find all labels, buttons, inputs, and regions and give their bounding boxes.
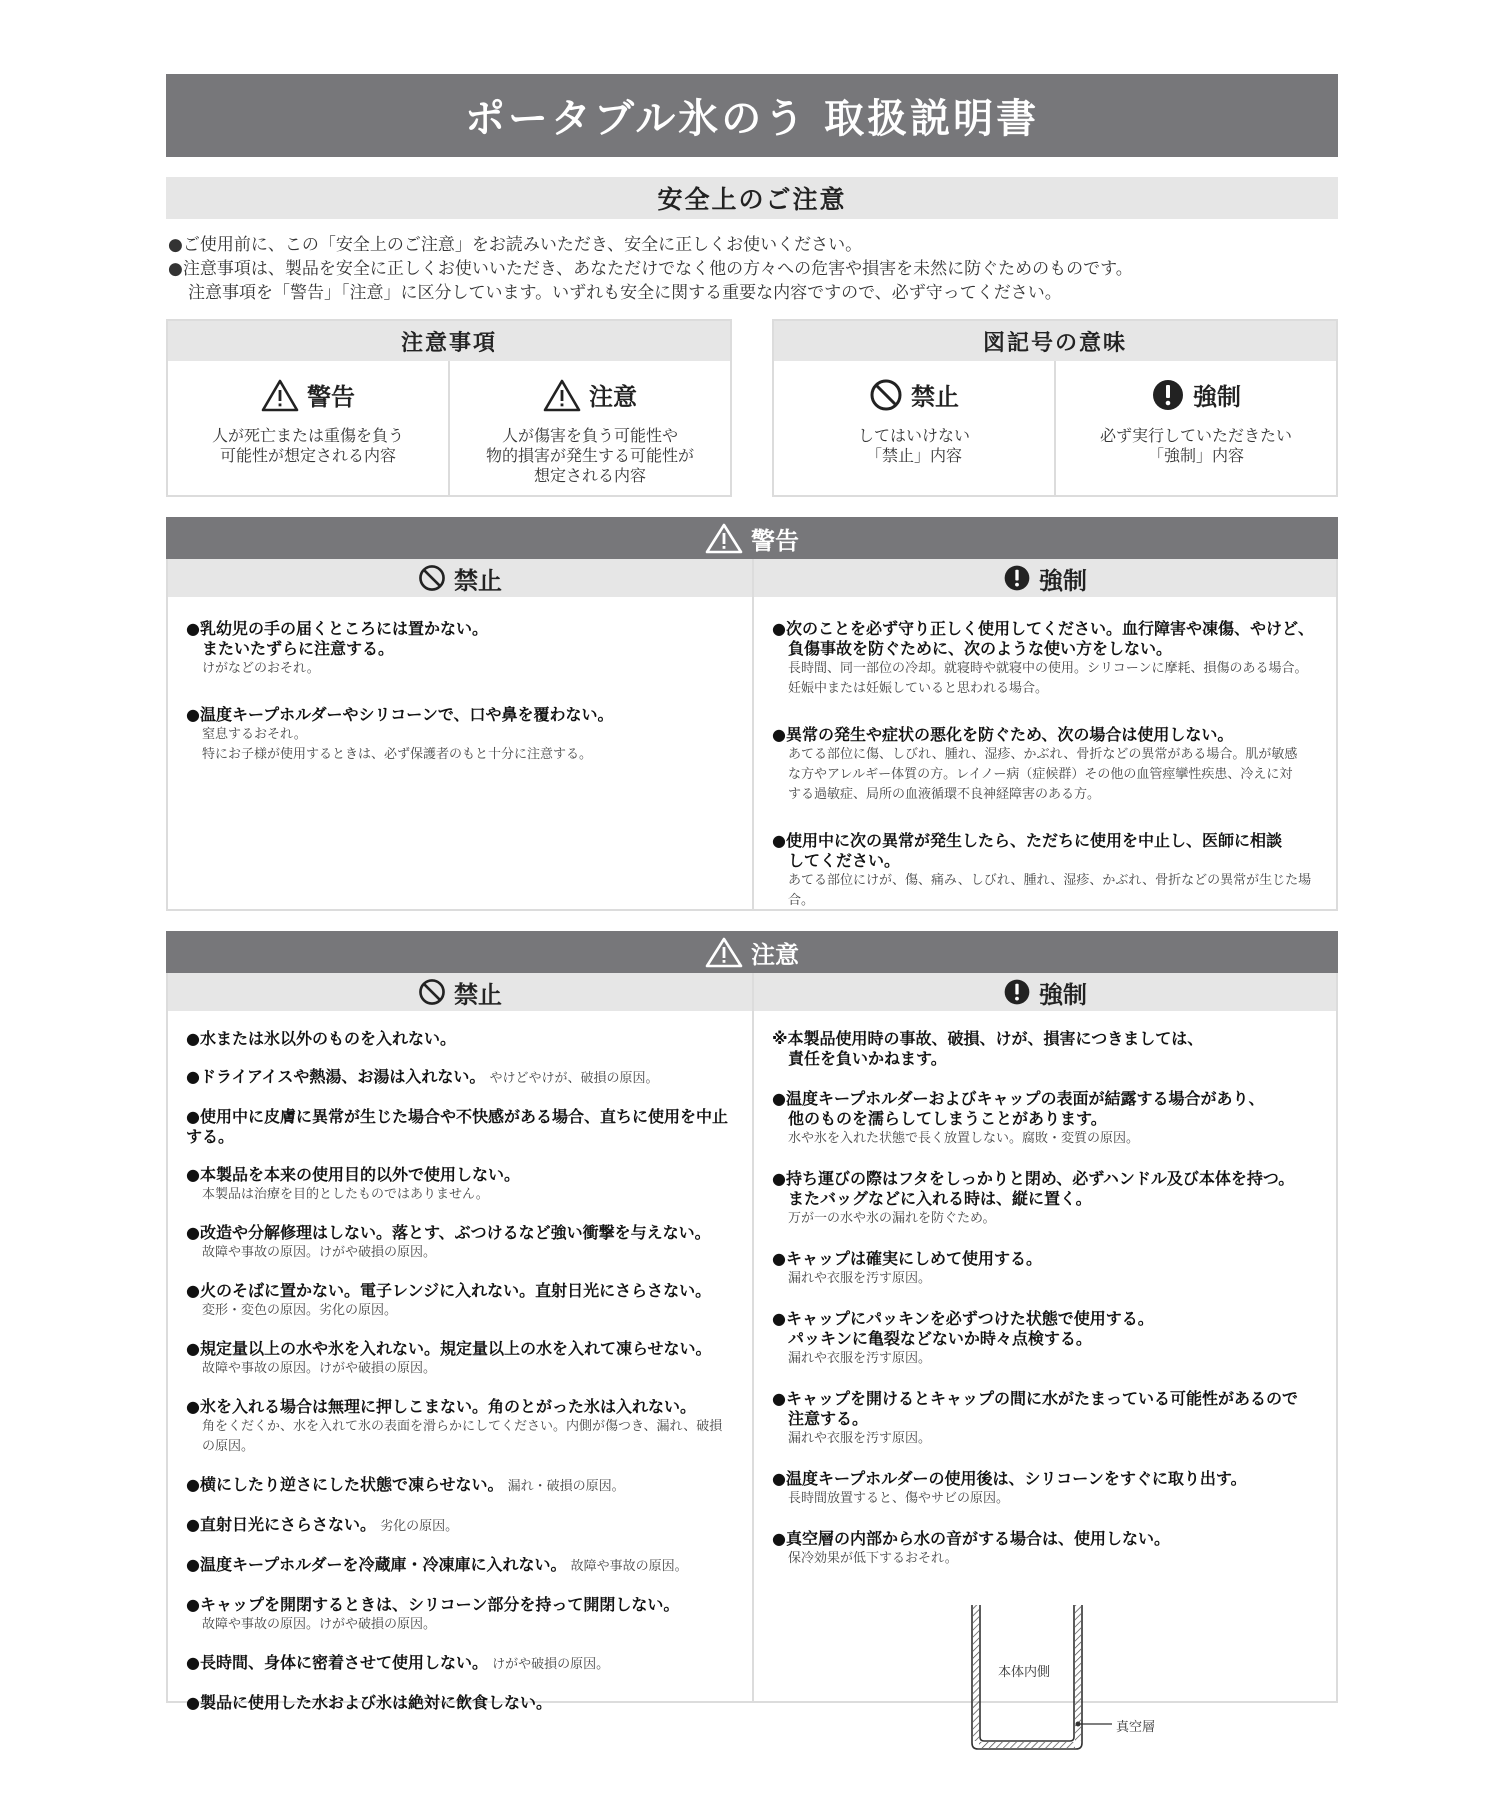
legend-mandatory-desc: 必ず実行していただきたい 「強制」内容	[1099, 426, 1292, 465]
item-note-line: 故障や事故の原因。けがや破損の原因。	[202, 1617, 437, 1632]
item-heading-text: ※本製品使用時の事故、破損、けが、損害につきましては、	[772, 1029, 1204, 1048]
prohibit-icon	[418, 564, 446, 592]
item-heading-text: ●持ち運びの際はフタをしっかりと閉め、必ずハンドル及び本体を持つ。	[772, 1169, 1295, 1188]
warning-triangle-icon	[705, 522, 743, 554]
item-heading	[186, 1029, 734, 1049]
item-heading	[186, 619, 734, 659]
item-heading	[772, 1469, 1318, 1489]
caution-triangle-icon	[705, 936, 743, 968]
item-inline-note: けがや破損の原因。	[487, 1657, 610, 1672]
item-heading-continued: またバッグなどに入れる時は、縦に置く。	[788, 1189, 1092, 1208]
item-note	[186, 1417, 734, 1457]
list-item	[186, 1165, 734, 1205]
item-heading-text: ●使用中に次の異常が発生したら、ただちに使用を中止し、医師に相談	[772, 831, 1282, 850]
item-note	[186, 725, 734, 765]
item-heading-text: ●温度キープホルダーの使用後は、シリコーンをすぐに取り出す。	[772, 1469, 1247, 1488]
list-item	[772, 1309, 1318, 1369]
item-heading-text: ●温度キープホルダーおよびキャップの表面が結露する場合があり、	[772, 1089, 1265, 1108]
legend-prohibit-label: 禁止	[911, 383, 959, 411]
item-note	[186, 1615, 734, 1635]
item-heading-continued: してください。	[788, 851, 901, 870]
caution-prohibit-list	[168, 1011, 752, 1741]
item-heading-text: ●温度キープホルダーを冷蔵庫・冷凍庫に入れない。	[186, 1555, 567, 1574]
item-heading-text: ●氷を入れる場合は無理に押しこまない。角のとがった氷は入れない。	[186, 1397, 696, 1416]
item-note-line: 長時間放置すると、傷やサビの原因。	[788, 1491, 1010, 1506]
item-note	[186, 1185, 734, 1205]
item-note-line: けがなどのおそれ。	[202, 661, 320, 676]
item-note-line: 保冷効果が低下するおそれ。	[788, 1551, 958, 1566]
list-item	[772, 831, 1318, 911]
vacuum-layer-diagram	[964, 1603, 1194, 1753]
legend-mandatory-label: 強制	[1193, 383, 1241, 411]
item-note	[772, 871, 1318, 911]
item-note	[772, 745, 1318, 805]
item-note	[772, 1549, 1318, 1569]
item-heading	[186, 1475, 734, 1497]
item-heading-text: ●本製品を本来の使用目的以外で使用しない。	[186, 1165, 520, 1184]
item-note-line: 漏れや衣服を汚す原因。	[788, 1351, 932, 1366]
item-heading-text: ●異常の発生や症状の悪化を防ぐため、次の場合は使用しない。	[772, 725, 1234, 744]
item-note-line: あてる部位にけが、傷、痛み、しびれ、腫れ、湿疹、かぶれ、骨折などの異常が生じた場合。	[788, 873, 1312, 908]
intro-line: 注意事項を「警告」「注意」に区分しています。いずれも安全に関する重要な内容ですので、必ず守ってください。	[188, 283, 1062, 303]
safety-heading: 安全上のご注意	[166, 177, 1338, 219]
item-note-line: する過敏症、局所の血液循環不良神経障害のある方。	[788, 787, 1101, 802]
list-item	[772, 725, 1318, 805]
list-item	[186, 1515, 734, 1537]
item-heading	[186, 1067, 734, 1089]
item-heading	[186, 1165, 734, 1185]
item-inline-note: 劣化の原因。	[375, 1519, 459, 1534]
item-heading	[186, 1595, 734, 1615]
item-note	[186, 1359, 734, 1379]
item-heading	[772, 1029, 1318, 1069]
item-heading	[186, 1339, 734, 1359]
legend-warning-desc: 人が死亡または重傷を負う 可能性が想定される内容	[211, 426, 404, 465]
item-heading-text: ●使用中に皮膚に異常が生じた場合や不快感がある場合、直ちに使用を中止する。	[186, 1107, 728, 1146]
list-item	[772, 1029, 1318, 1069]
item-note	[772, 1349, 1318, 1369]
list-item	[772, 1389, 1318, 1449]
item-note	[772, 1209, 1318, 1229]
prohibit-icon	[869, 378, 903, 412]
warning-section	[166, 517, 1338, 911]
item-note-line: 変形・変色の原因。劣化の原因。	[202, 1303, 398, 1318]
legend-caution	[448, 361, 730, 495]
caution-mandatory-list	[754, 1011, 1336, 1599]
list-item	[772, 1089, 1318, 1149]
item-heading	[186, 1107, 734, 1147]
warning-prohibit-column	[168, 559, 752, 909]
list-item	[186, 1397, 734, 1457]
item-heading-text: ●温度キープホルダーやシリコーンで、口や鼻を覆わない。	[186, 705, 614, 724]
item-heading-continued: 負傷事故を防ぐために、次のような使い方をしない。	[788, 639, 1173, 658]
item-heading	[772, 619, 1318, 659]
item-heading	[186, 1555, 734, 1577]
intro-line: ●注意事項は、製品を安全に正しくお使いいただき、あなただけでなく他の方々への危害や損害を未然に防ぐためのものです。	[168, 259, 1133, 279]
list-item	[772, 619, 1318, 699]
item-heading-text: ●水または氷以外のものを入れない。	[186, 1029, 456, 1048]
item-heading-text: ●真空層の内部から水の音がする場合は、使用しない。	[772, 1529, 1170, 1548]
item-heading-text: ●次のことを必ず守り正しく使用してください。血行障害や凍傷、やけど、	[772, 619, 1314, 638]
intro-line: ●ご使用前に、この「安全上のご注意」をお読みいただき、安全に正しくお使いください。	[168, 235, 863, 255]
warning-section-title: 警告	[751, 526, 799, 555]
item-note-line: あてる部位に傷、しびれ、腫れ、湿疹、かぶれ、骨折などの異常がある場合。肌が敏感	[788, 747, 1298, 762]
warning-mandatory-list	[754, 597, 1336, 947]
caution-mandatory-title: 強制	[1039, 980, 1087, 1009]
vacuum-label: 真空層	[1116, 1720, 1156, 1735]
list-item	[186, 1555, 734, 1577]
list-item	[186, 1067, 734, 1089]
item-note-line: 妊娠中または妊娠していると思われる場合。	[788, 681, 1049, 696]
item-heading-continued: パッキンに亀裂などないか時々点検する。	[788, 1329, 1092, 1348]
item-inline-note: 漏れ・破損の原因。	[503, 1479, 625, 1494]
item-heading	[772, 1309, 1318, 1349]
list-item	[186, 1653, 734, 1675]
caution-mandatory-column	[752, 973, 1336, 1735]
item-heading	[772, 1529, 1318, 1549]
mandatory-icon	[1003, 564, 1031, 592]
item-heading	[186, 705, 734, 725]
list-item	[186, 1339, 734, 1379]
item-note	[186, 659, 734, 679]
list-item	[186, 1107, 734, 1147]
item-heading	[186, 1653, 734, 1675]
item-heading-text: ●キャップは確実にしめて使用する。	[772, 1249, 1042, 1268]
item-heading-text: ●キャップを開けるとキャップの間に水がたまっている可能性があるので	[772, 1389, 1298, 1408]
list-item	[186, 1281, 734, 1321]
caution-triangle-icon	[543, 378, 581, 412]
item-heading	[186, 1281, 734, 1301]
caution-mandatory-header	[754, 973, 1336, 1011]
item-note-line: 故障や事故の原因。けがや破損の原因。	[202, 1245, 437, 1260]
warning-mandatory-header	[754, 559, 1336, 597]
item-note-line: 水や氷を入れた状態で長く放置しない。腐敗・変質の原因。	[788, 1131, 1140, 1146]
page-title: ポータブル氷のう 取扱説明書	[166, 74, 1338, 157]
legend-row	[166, 319, 1338, 497]
inner-label: 本体内側	[998, 1665, 1051, 1680]
warning-mandatory-title: 強制	[1039, 566, 1087, 595]
warning-prohibit-list	[168, 597, 752, 801]
notes-legend	[166, 319, 732, 497]
item-inline-note: やけどやけが、破損の原因。	[485, 1071, 659, 1086]
item-note-line: 本製品は治療を目的としたものではありません。	[202, 1187, 489, 1202]
list-item	[186, 619, 734, 679]
list-item	[186, 1029, 734, 1049]
item-note	[186, 1243, 734, 1263]
legend-prohibit	[774, 361, 1054, 495]
caution-prohibit-title: 禁止	[454, 980, 502, 1009]
symbols-legend-title: 図記号の意味	[774, 321, 1336, 361]
item-heading	[772, 1169, 1318, 1209]
item-note-line: 長時間、同一部位の冷却。就寝時や就寝中の使用。シリコーンに摩耗、損傷のある場合。	[788, 661, 1308, 676]
caution-section	[166, 931, 1338, 1735]
legend-mandatory	[1054, 361, 1336, 495]
item-heading	[772, 725, 1318, 745]
item-note	[772, 1429, 1318, 1449]
item-note-line: 角をくだくか、水を入れて氷の表面を滑らかにしてください。内側が傷つき、漏れ、破損の原因。	[202, 1419, 723, 1454]
safety-intro	[166, 233, 1338, 305]
list-item	[772, 1249, 1318, 1289]
item-note	[772, 1129, 1318, 1149]
legend-warning	[168, 361, 448, 495]
item-heading-text: ●直射日光にさらさない。	[186, 1515, 376, 1534]
list-item	[186, 1693, 734, 1713]
item-note	[186, 1301, 734, 1321]
prohibit-icon	[418, 978, 446, 1006]
item-heading-text: ●キャップにパッキンを必ずつけた状態で使用する。	[772, 1309, 1154, 1328]
item-note	[772, 1269, 1318, 1289]
item-inline-note: 故障や事故の原因。	[566, 1559, 688, 1574]
item-note-line: 故障や事故の原因。けがや破損の原因。	[202, 1361, 437, 1376]
caution-prohibit-header	[168, 973, 752, 1011]
item-heading	[186, 1223, 734, 1243]
item-heading-continued: 責任を負いかねます。	[788, 1049, 947, 1068]
item-heading	[772, 1089, 1318, 1129]
item-heading	[186, 1397, 734, 1417]
caution-prohibit-column	[168, 973, 752, 1712]
warning-mandatory-column	[752, 559, 1336, 909]
warning-prohibit-header	[168, 559, 752, 597]
item-heading-text: ●横にしたり逆さにした状態で凍らせない。	[186, 1475, 504, 1494]
item-note-line: な方やアレルギー体質の方。レイノー病（症候群）その他の血管痙攣性疾患、冷えに対	[788, 767, 1293, 782]
item-heading	[772, 1249, 1318, 1269]
warning-prohibit-title: 禁止	[454, 566, 502, 595]
symbols-legend	[772, 319, 1338, 497]
item-note-line: 万が一の水や氷の漏れを防ぐため。	[788, 1211, 996, 1226]
item-heading	[186, 1515, 734, 1537]
legend-warning-label: 警告	[307, 383, 355, 411]
warning-triangle-icon	[261, 378, 299, 412]
item-note-line: 漏れや衣服を汚す原因。	[788, 1431, 932, 1446]
legend-prohibit-desc: してはいけない 「禁止」内容	[857, 426, 970, 465]
item-heading-text: ●規定量以上の水や氷を入れない。規定量以上の水を入れて凍らせない。	[186, 1339, 712, 1358]
item-heading-text: ●ドライアイスや熱湯、お湯は入れない。	[186, 1067, 486, 1086]
item-heading-text: ●乳幼児の手の届くところには置かない。	[186, 619, 488, 638]
item-note-line: 窒息するおそれ。	[202, 727, 307, 742]
manual-content	[166, 74, 1338, 1735]
item-note	[772, 1489, 1318, 1509]
legend-caution-label: 注意	[589, 383, 637, 411]
legend-caution-desc: 人が傷害を負う可能性や 物的損害が発生する可能性が 想定される内容	[485, 426, 694, 485]
item-heading-text: ●キャップを開閉するときは、シリコーン部分を持って開閉しない。	[186, 1595, 680, 1614]
list-item	[186, 1223, 734, 1263]
item-heading-continued: 他のものを濡らしてしまうことがあります。	[788, 1109, 1107, 1128]
item-heading	[772, 1389, 1318, 1429]
caution-section-title: 注意	[751, 940, 799, 969]
list-item	[186, 1595, 734, 1635]
notes-legend-title: 注意事項	[168, 321, 730, 361]
item-heading-text: ●改造や分解修理はしない。落とす、ぶつけるなど強い衝撃を与えない。	[186, 1223, 711, 1242]
item-heading	[772, 831, 1318, 871]
item-heading-text: ●製品に使用した水および氷は絶対に飲食しない。	[186, 1693, 552, 1712]
list-item	[186, 1475, 734, 1497]
item-heading-continued: 注意する。	[788, 1409, 869, 1428]
item-heading-text: ●火のそばに置かない。電子レンジに入れない。直射日光にさらさない。	[186, 1281, 712, 1300]
list-item	[772, 1529, 1318, 1569]
item-heading-continued: またいたずらに注意する。	[202, 639, 395, 658]
mandatory-icon	[1151, 378, 1185, 412]
item-heading-text: ●長時間、身体に密着させて使用しない。	[186, 1653, 488, 1672]
mandatory-icon	[1003, 978, 1031, 1006]
item-note-line: 特にお子様が使用するときは、必ず保護者のもと十分に注意する。	[202, 747, 593, 762]
list-item	[186, 705, 734, 765]
item-note-line: 漏れや衣服を汚す原因。	[788, 1271, 932, 1286]
item-heading	[186, 1693, 734, 1713]
warning-section-header	[166, 517, 1338, 559]
item-note	[772, 659, 1318, 699]
list-item	[772, 1469, 1318, 1509]
list-item	[772, 1169, 1318, 1229]
